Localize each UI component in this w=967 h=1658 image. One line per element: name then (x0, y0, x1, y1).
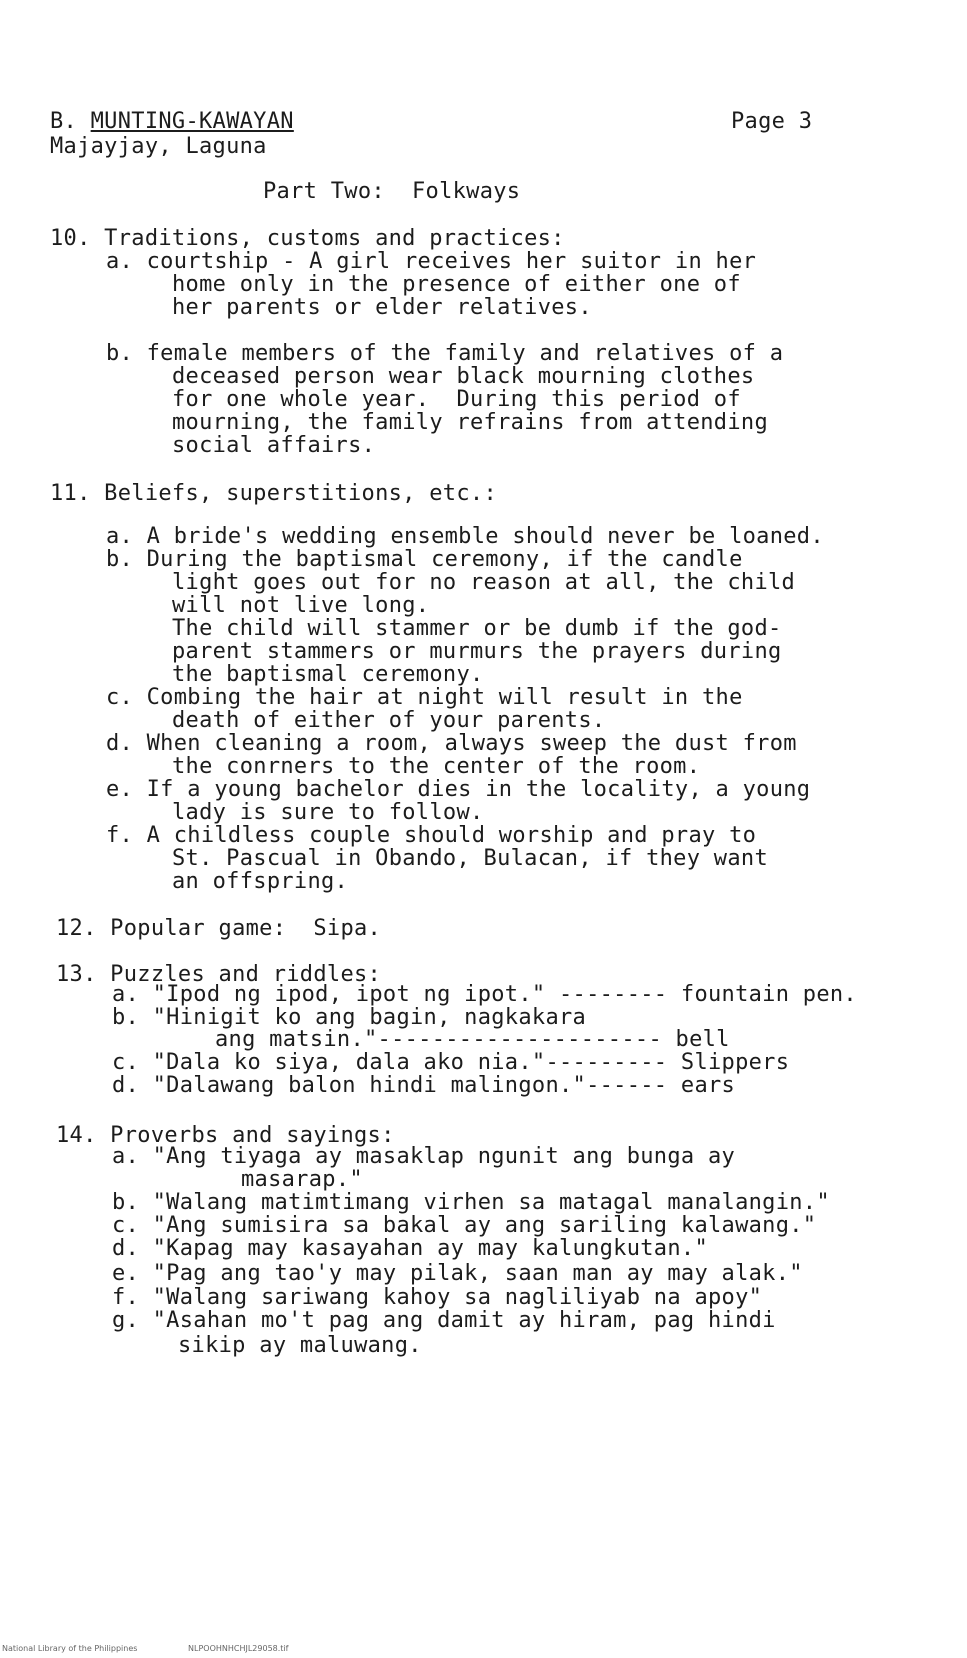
section-11-c-line-1: c. Combing the hair at night will result in the (106, 685, 743, 710)
heading-prefix: B. (50, 109, 78, 134)
page-number: Page 3 (731, 109, 813, 134)
riddle-a: a. "Ipod ng ipod, ipot ng ipot." -------- fountain pen. (112, 982, 857, 1007)
proverb-a-line-1: a. "Ang tiyaga ay masaklap ngunit ang bunga ay (112, 1144, 736, 1169)
proverb-b: b. "Walang matimtimang virhen sa matagal manalangin." (112, 1190, 830, 1215)
section-11-e-line-1: e. If a young bachelor dies in the locality, a young (106, 777, 811, 802)
proverb-a-line-2: masarap." (241, 1167, 363, 1192)
section-10-b-line-3: for one whole year. During this period of (172, 387, 741, 412)
location: Majayjay, Laguna (50, 134, 267, 159)
section-10-a-line-3: her parents or elder relatives. (172, 295, 592, 320)
section-11-b-line-6: the baptismal ceremony. (172, 662, 484, 687)
barrio-name: MUNTING-KAWAYAN (90, 109, 294, 134)
proverb-c: c. "Ang sumisira sa bakal ay ang sariling kalawang." (112, 1213, 817, 1238)
section-11-d-line-2: the conrners to the center of the room. (172, 754, 701, 779)
section-13-heading: 13. Puzzles and riddles: (56, 962, 382, 987)
proverb-f: f. "Walang sariwang kahoy sa nagliliyab na apoy" (112, 1285, 763, 1310)
part-title: Part Two: Folkways (263, 179, 521, 204)
proverb-g-line-1: g. "Asahan mo't pag ang damit ay hiram, pag hindi (112, 1308, 776, 1333)
section-10-b-line-4: mourning, the family refrains from attending (172, 410, 768, 435)
section-11-b-line-1: b. During the baptismal ceremony, if the candle (106, 547, 743, 572)
riddle-c: c. "Dala ko siya, dala ako nia."--------- Slippers (112, 1050, 790, 1075)
proverb-e: e. "Pag ang tao'y may pilak, saan man ay may alak." (112, 1261, 803, 1286)
section-11-f-line-1: f. A childless couple should worship and pray to (106, 823, 757, 848)
section-11-b-line-4: The child will stammer or be dumb if the god- (172, 616, 782, 641)
footer-file: NLPOOHNHCHJL29058.tif (188, 1644, 289, 1653)
section-11-b-line-3: will not live long. (172, 593, 430, 618)
section-10-a-line-2: home only in the presence of either one of (172, 272, 741, 297)
section-11-d-line-1: d. When cleaning a room, always sweep the dust from (106, 731, 797, 756)
section-10-a-line-1: a. courtship - A girl receives her suitor in her (106, 249, 757, 274)
section-10-b-line-1: b. female members of the family and relatives of a (106, 341, 784, 366)
section-11-e-line-2: lady is sure to follow. (172, 800, 484, 825)
section-10-heading: 10. Traditions, customs and practices: (50, 226, 565, 251)
section-12-heading: 12. Popular game: Sipa. (56, 916, 382, 941)
section-11-b-line-2: light goes out for no reason at all, the child (172, 570, 796, 595)
riddle-b-line-2: ang matsin."--------------------- bell (215, 1027, 730, 1052)
riddle-b-line-1: b. "Hinigit ko ang bagin, nagkakara (112, 1005, 587, 1030)
section-11-b-line-5: parent stammers or murmurs the prayers during (172, 639, 782, 664)
section-11-f-line-3: an offspring. (172, 869, 349, 894)
section-10-b-line-5: social affairs. (172, 433, 376, 458)
section-14-heading: 14. Proverbs and sayings: (56, 1123, 395, 1148)
riddle-d: d. "Dalawang balon hindi malingon."------ ears (112, 1073, 736, 1098)
section-11-heading: 11. Beliefs, superstitions, etc.: (50, 481, 497, 506)
section-11-a-line-1: a. A bride's wedding ensemble should never be loaned. (106, 524, 824, 549)
section-10-b-line-2: deceased person wear black mourning clothes (172, 364, 755, 389)
footer-library: National Library of the Philippines (2, 1644, 138, 1653)
barrio-heading (50, 110, 294, 134)
proverb-d: d. "Kapag may kasayahan ay may kalungkutan." (112, 1236, 708, 1261)
section-11-f-line-2: St. Pascual in Obando, Bulacan, if they want (172, 846, 768, 871)
proverb-g-line-2: sikip ay maluwang. (178, 1333, 422, 1358)
section-11-c-line-2: death of either of your parents. (172, 708, 606, 733)
